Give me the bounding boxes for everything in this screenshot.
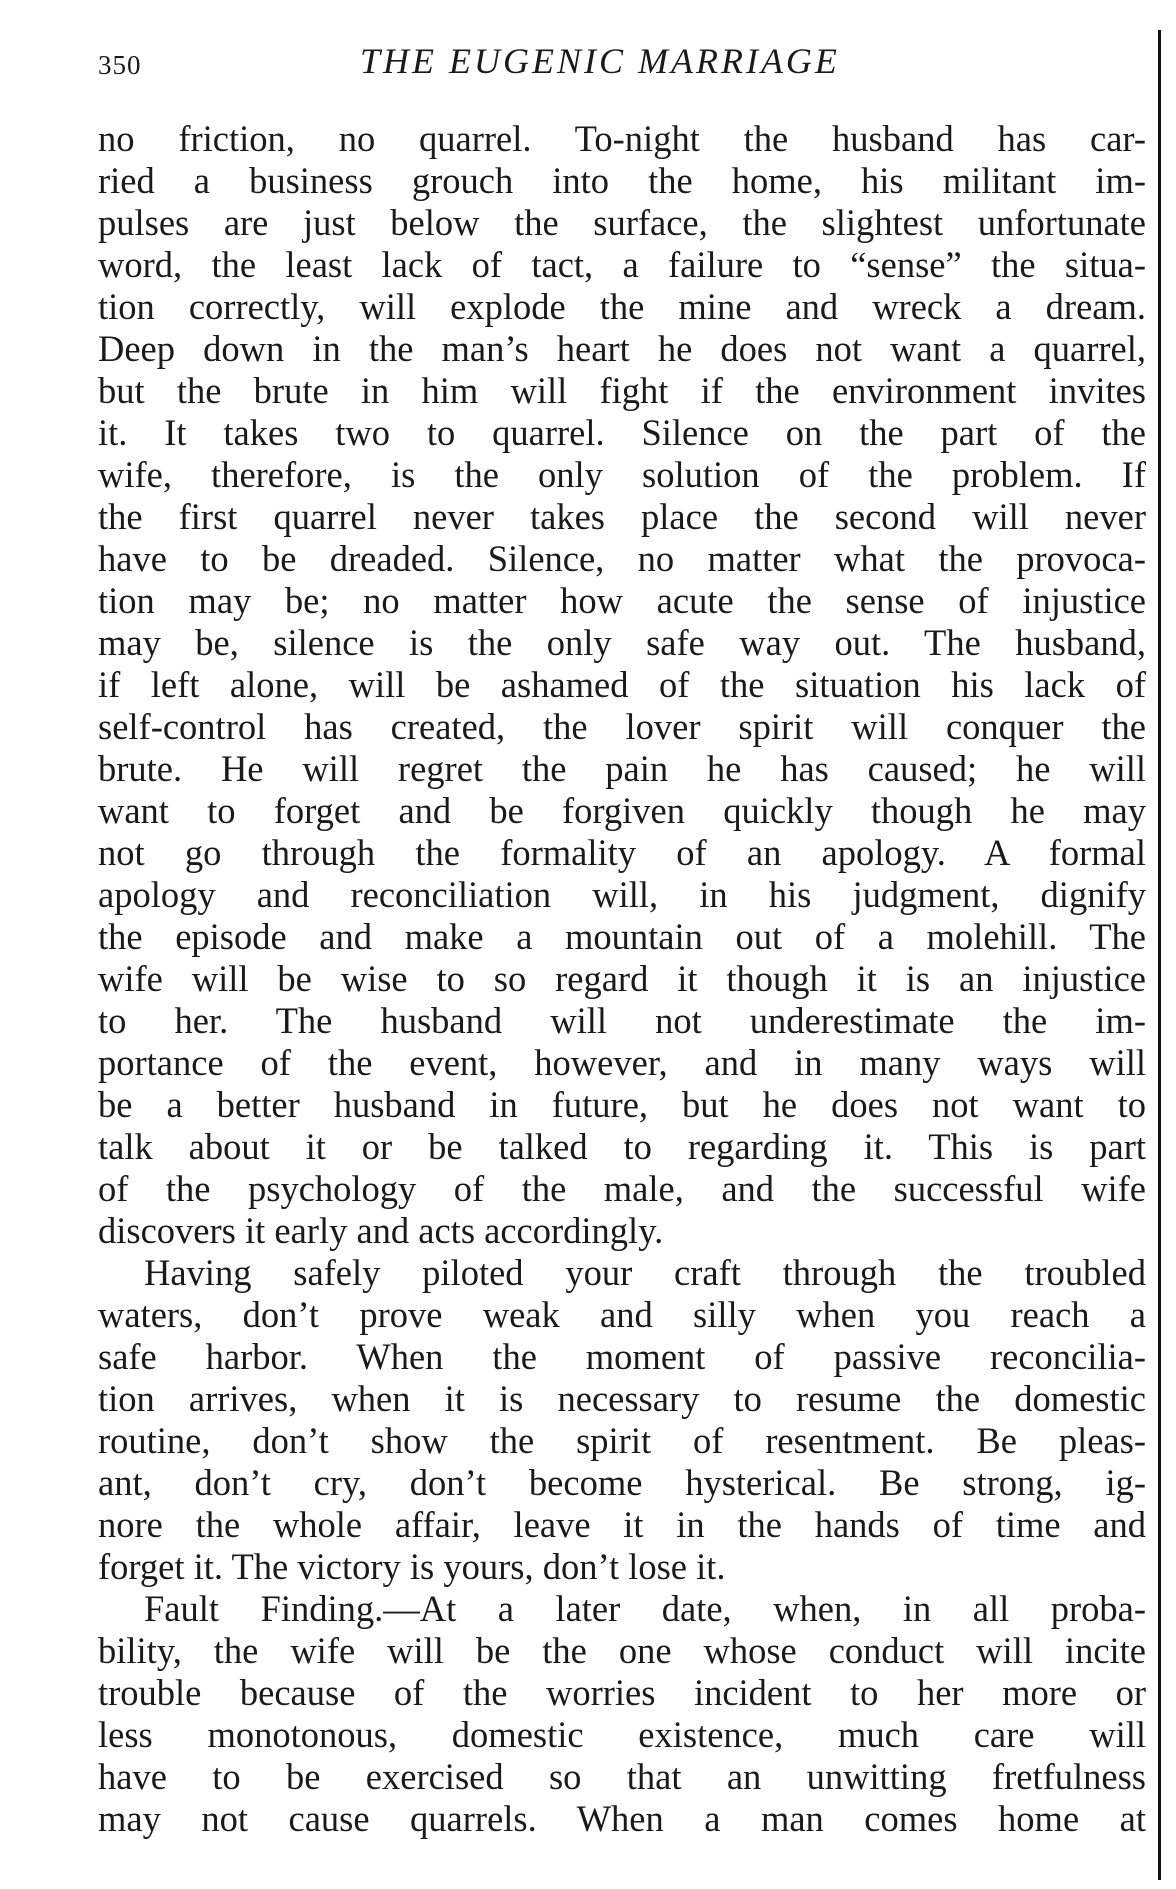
text-line: may not cause quarrels. When a man comes home at bbox=[98, 1798, 1146, 1839]
text-line: tion may be; no matter how acute the sense of injustice bbox=[98, 580, 1146, 621]
text-line: less monotonous, domestic existence, much care will bbox=[98, 1714, 1146, 1755]
text-line: nore the whole affair, leave it in the hands of time and bbox=[98, 1504, 1146, 1545]
running-head bbox=[98, 40, 1148, 90]
text-line: have to be exercised so that an unwitting fretfulness bbox=[98, 1756, 1146, 1797]
text-line: portance of the event, however, and in many ways will bbox=[98, 1042, 1146, 1083]
text-line: bility, the wife will be the one whose conduct will incite bbox=[98, 1630, 1146, 1671]
page-number: 350 bbox=[98, 50, 142, 80]
text-line: to her. The husband will not underestimate the im- bbox=[98, 1000, 1146, 1041]
text-line: waters, don’t prove weak and silly when you reach a bbox=[98, 1294, 1146, 1335]
text-line: pulses are just below the surface, the slightest unfortunate bbox=[98, 202, 1146, 243]
text-line: ant, don’t cry, don’t become hysterical. Be strong, ig- bbox=[98, 1462, 1146, 1503]
text-line: no friction, no quarrel. To-night the husband has car- bbox=[98, 118, 1146, 159]
text-line: tion correctly, will explode the mine and wreck a dream. bbox=[98, 286, 1146, 327]
text-line: want to forget and be forgiven quickly though he may bbox=[98, 790, 1146, 831]
body-text bbox=[98, 118, 1146, 1840]
text-line: Fault Finding.—At a later date, when, in all proba- bbox=[144, 1588, 1146, 1629]
text-line: trouble because of the worries incident to her more or bbox=[98, 1672, 1146, 1713]
text-line: forget it. The victory is yours, don’t lose it. bbox=[98, 1546, 726, 1587]
text-line: word, the least lack of tact, a failure to “sense” the situa- bbox=[98, 244, 1146, 285]
text-line: wife will be wise to so regard it though it is an injustice bbox=[98, 958, 1146, 999]
text-line: ried a business grouch into the home, his militant im- bbox=[98, 160, 1146, 201]
text-line: talk about it or be talked to regarding it. This is part bbox=[98, 1126, 1146, 1167]
text-line: the first quarrel never takes place the second will never bbox=[98, 496, 1146, 537]
text-line: may be, silence is the only safe way out. The husband, bbox=[98, 622, 1146, 663]
text-line: brute. He will regret the pain he has caused; he will bbox=[98, 748, 1146, 789]
page-edge-rule bbox=[1158, 30, 1161, 1880]
text-line: Having safely piloted your craft through the troubled bbox=[144, 1252, 1146, 1293]
text-line: Deep down in the man’s heart he does not want a quarrel, bbox=[98, 328, 1146, 369]
text-line: discovers it early and acts accordingly. bbox=[98, 1210, 664, 1251]
text-line: routine, don’t show the spirit of resentment. Be pleas- bbox=[98, 1420, 1146, 1461]
text-line: safe harbor. When the moment of passive reconcilia- bbox=[98, 1336, 1146, 1377]
text-line: the episode and make a mountain out of a molehill. The bbox=[98, 916, 1146, 957]
text-line: not go through the formality of an apology. A formal bbox=[98, 832, 1146, 873]
text-line: be a better husband in future, but he does not want to bbox=[98, 1084, 1146, 1125]
text-line: wife, therefore, is the only solution of the problem. If bbox=[98, 454, 1146, 495]
text-line: of the psychology of the male, and the successful wife bbox=[98, 1168, 1146, 1209]
text-line: apology and reconciliation will, in his judgment, dignify bbox=[98, 874, 1146, 915]
text-line: but the brute in him will fight if the environment invites bbox=[98, 370, 1146, 411]
text-line: have to be dreaded. Silence, no matter what the provoca- bbox=[98, 538, 1146, 579]
text-line: it. It takes two to quarrel. Silence on the part of the bbox=[98, 412, 1146, 453]
text-line: self-control has created, the lover spirit will conquer the bbox=[98, 706, 1146, 747]
text-line: tion arrives, when it is necessary to resume the domestic bbox=[98, 1378, 1146, 1419]
running-title: THE EUGENIC MARRIAGE bbox=[360, 41, 840, 81]
text-line: if left alone, will be ashamed of the situation his lack of bbox=[98, 664, 1146, 705]
